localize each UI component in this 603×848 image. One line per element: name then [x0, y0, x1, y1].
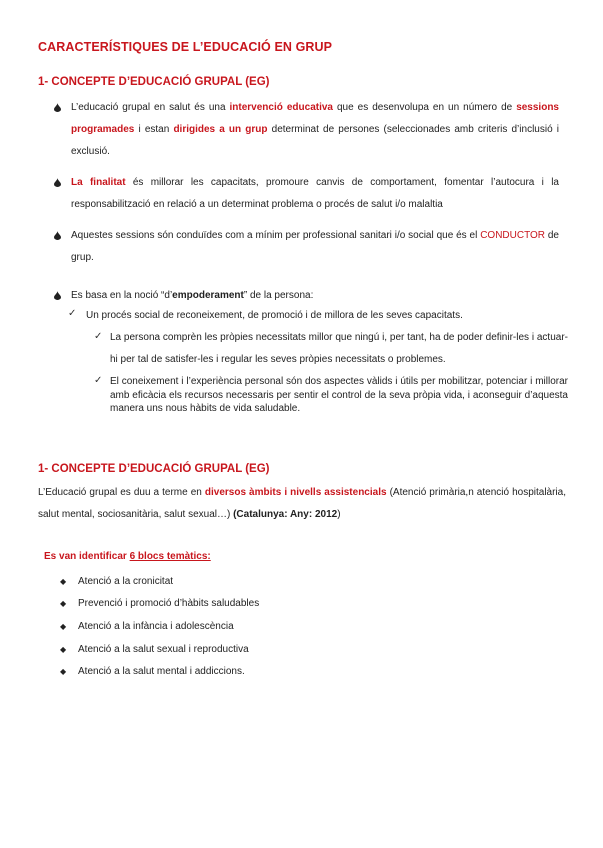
drop-bullet-icon: [54, 231, 61, 240]
page-title: CARACTERÍSTIQUES DE L’EDUCACIÓ EN GRUP: [38, 40, 333, 54]
checkmark-icon: ✓: [94, 331, 103, 342]
diamond-bullet-icon: ◆: [60, 599, 67, 608]
list-item: Atenció a la cronicitat: [78, 576, 174, 587]
list-item: Prevenció i promoció d’hàbits saludables: [78, 598, 260, 609]
checkmark-icon: ✓: [68, 308, 77, 319]
sub-sub-bullet-2: El coneixement i l’experiència personal són dos aspectes vàlids i útils per mobilitzar, potenciar i millorar amb eficàcia els recursos necessaris per sentir el control de la seva pròpia vida, i aconseguir d’aquesta manera uns nous hàbits de vida saludable.: [110, 376, 568, 414]
bullet-3-text: Aquestes sessions són conduïdes com a mínim per professional sanitari i/o social que és el CONDUCTOR de grup.: [71, 230, 559, 263]
sub-bullet-1: Un procés social de reconeixement, de promoció i de millora de les seves capacitats.: [86, 310, 463, 321]
sub-sub-bullet-1: La persona comprèn les pròpies necessitats millor que ningú i, per tant, ha de poder definir-les i actuar-hi per tal de satisfer-les i regular les seves pròpies necessitats o problemes.: [110, 332, 568, 365]
bullet-3: [54, 225, 559, 269]
drop-bullet-icon: [54, 103, 61, 112]
drop-bullet-icon: [54, 178, 61, 187]
bullet-4: [54, 285, 559, 307]
bullet-1: [54, 97, 559, 163]
diamond-bullet-icon: ◆: [60, 667, 67, 676]
bullet-2-text: La finalitat és millorar les capacitats, promoure canvis de comportament, fomentar l’autocura i la responsabilització en relació a un determinat problema o procés de salut i/o malaltia: [71, 177, 559, 210]
section2-paragraph: L’Educació grupal es duu a terme en diversos àmbits i nivells assistencials (Atenció primària,n atenció hospitalària, salut mental, sociosanitària, salut sexual…) (Catalunya: Any: 2012): [38, 487, 566, 520]
list-item: Atenció a la salut mental i addiccions.: [78, 666, 245, 677]
bullet-4-text: Es basa en la noció “d’empoderament” de la persona:: [71, 290, 314, 301]
section2-heading: 1- CONCEPTE D’EDUCACIÓ GRUPAL (EG): [38, 463, 270, 475]
bullet-1-text: L’educació grupal en salut és una intervenció educativa que es desenvolupa en un número de sessions programades i estan dirigides a un grup determinat de persones (seleccionades amb criteris d’inclusió i exclusió.: [71, 102, 559, 157]
highlight-ambits: diversos àmbits i nivells assistencials: [204, 487, 387, 498]
highlight-dirigides: dirigides a un grup: [173, 124, 268, 135]
diamond-bullet-icon: ◆: [60, 622, 67, 631]
checkmark-icon: ✓: [94, 375, 103, 386]
highlight-sessions: sessions programades: [71, 102, 559, 135]
highlight-conductor: CONDUCTOR: [480, 230, 546, 241]
highlight-intervencio: intervenció educativa: [229, 102, 333, 113]
drop-bullet-icon: [54, 291, 61, 300]
diamond-bullet-icon: ◆: [60, 645, 67, 654]
diamond-bullet-icon: ◆: [60, 577, 67, 586]
blocs-heading: Es van identificar 6 blocs temàtics:: [44, 551, 211, 562]
section1-heading: 1- CONCEPTE D’EDUCACIÓ GRUPAL (EG): [38, 76, 270, 88]
bullet-2: [54, 172, 559, 216]
highlight-catalunya: (Catalunya: Any: 2012: [233, 509, 338, 520]
highlight-empoderament: empoderament: [172, 290, 244, 301]
list-item: Atenció a la salut sexual i reproductiva: [78, 644, 249, 655]
list-item: Atenció a la infància i adolescència: [78, 621, 234, 632]
highlight-finalitat: La finalitat: [71, 177, 126, 188]
